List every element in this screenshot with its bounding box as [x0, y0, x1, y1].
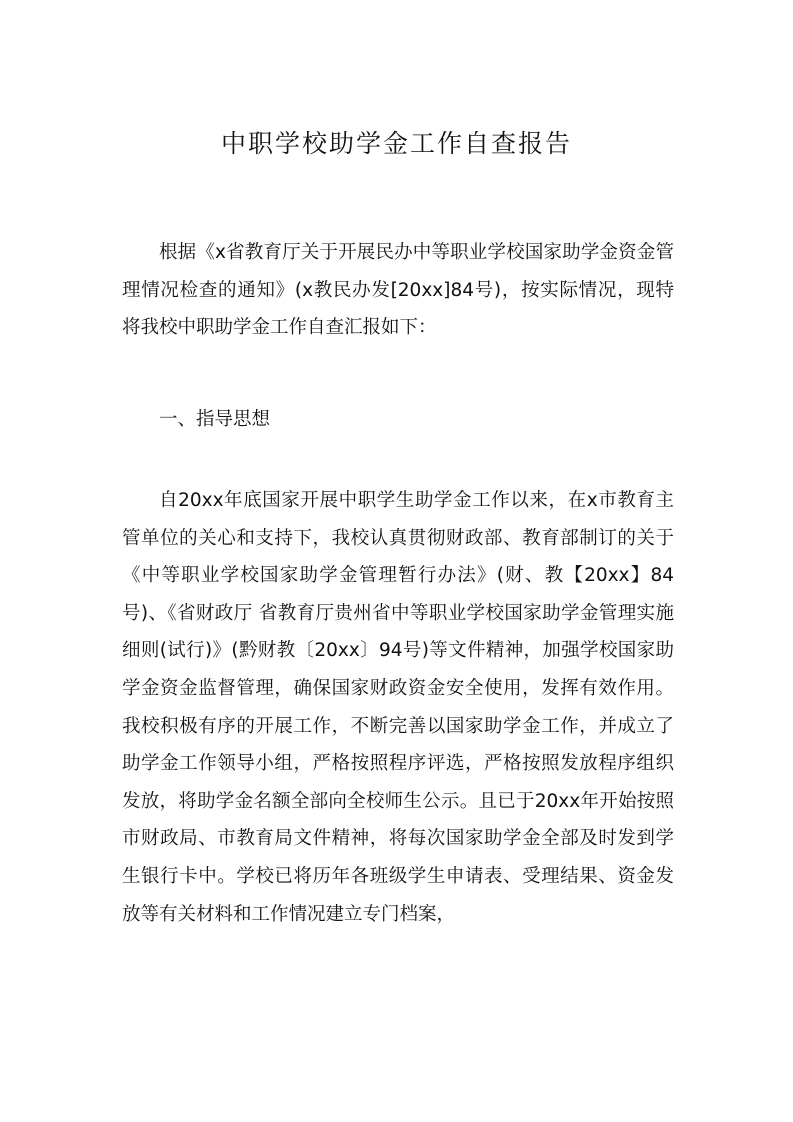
section-heading-guiding-ideology: 一、指导思想	[159, 409, 271, 430]
document-title: 中职学校助学金工作自查报告	[220, 129, 572, 158]
section-1-paragraph: 自20xx年底国家开展中职学生助学金工作以来，在x市教育主管单位的关心和支持下，我校认真贯彻财政部、教育部制订的关于《中等职业学校国家助学金管理暂行办法》(财、教【20xx】84号)、《省财政厅 省教育厅贵州省中等职业学校国家助学金管理实施细则(试行)》(黔财教〔20xx〕94号)等文件精神，加强学校国家助学金资金监督管理，确保国家财政资金安全使用，发挥有效作用。我校积极有序的开展工作，不断完善以国家助学金工作，并成立了助学金工作领导小组，严格按照程序评选，严格按照发放程序组织发放，将助学金名额全部向全校师生公示。且已于20xx年开始按照市财政局、市教育局文件精神，将每次国家助学金全部及时发到学生银行卡中。学校已将历年各班级学生申请表、受理结果、资金发放等有关材料和工作情况建立专门档案，	[122, 490, 674, 925]
intro-paragraph: 根据《x省教育厅关于开展民办中等职业学校国家助学金资金管理情况检查的通知》(x教民办发[20xx]84号)，按实际情况，现特将我校中职助学金工作自查汇报如下：	[122, 242, 674, 339]
